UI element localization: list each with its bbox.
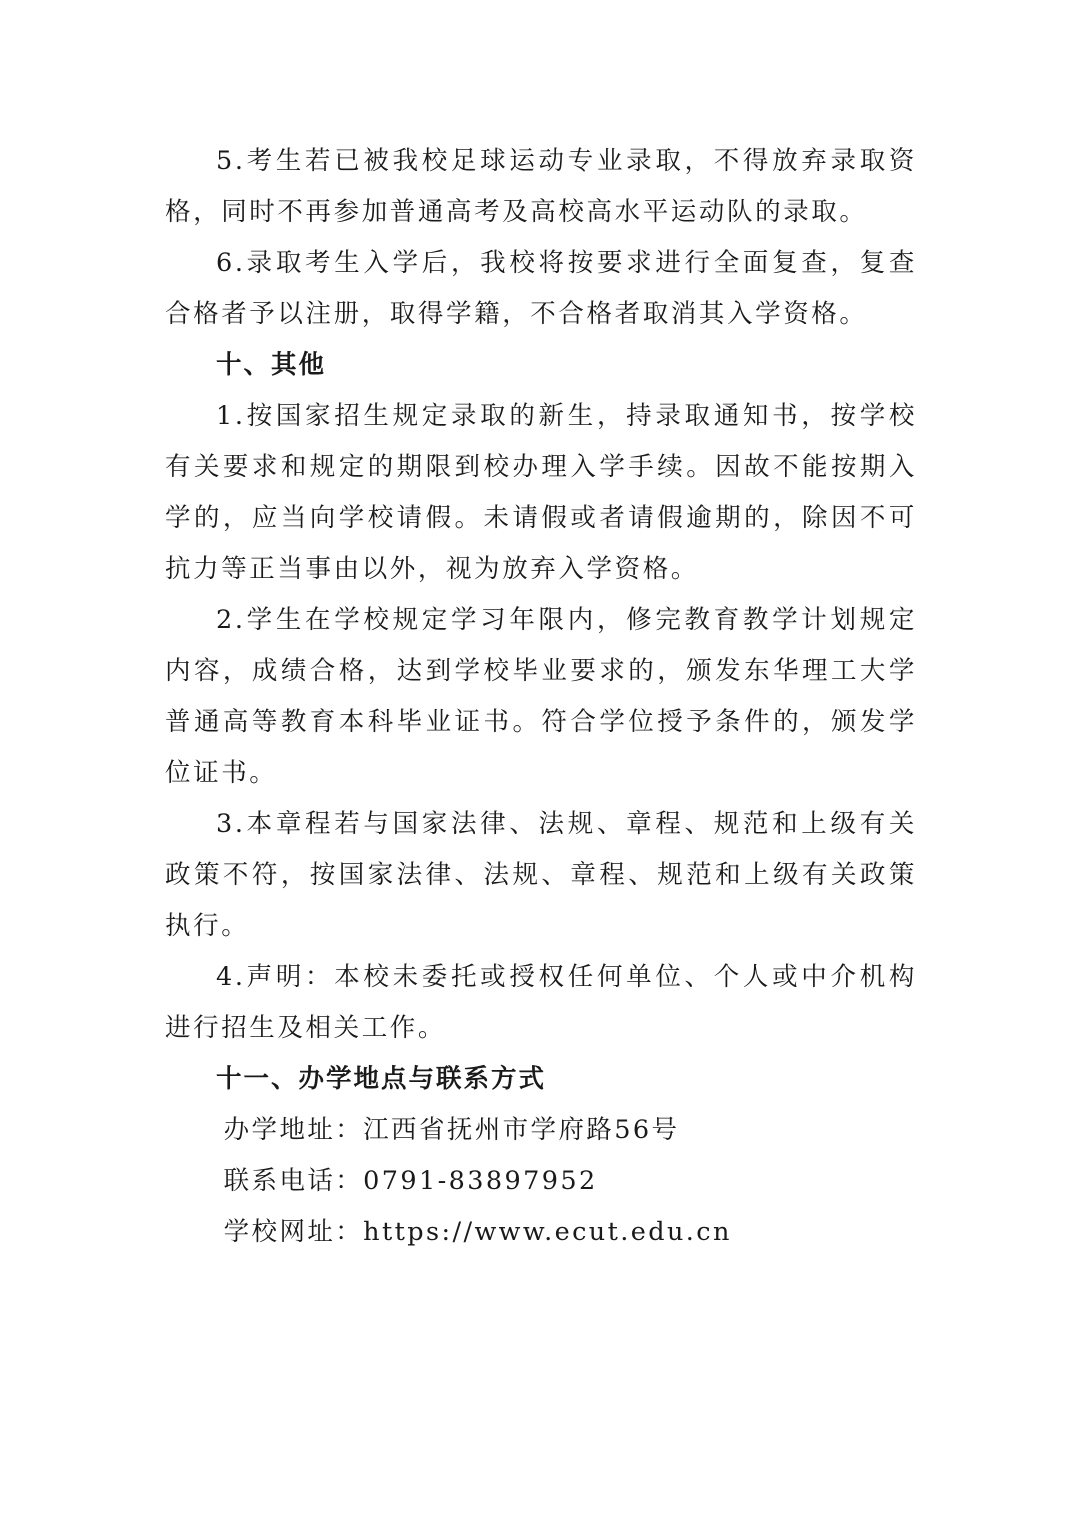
paragraph-other-3: 3.本章程若与国家法律、法规、章程、规范和上级有关政策不符，按国家法律、法规、章程、规范和上级有关政策执行。 [165,809,917,941]
contact-website: 学校网址：https://www.ecut.edu.cn [223,1217,732,1247]
paragraph-admission-5: 5.考生若已被我校足球运动专业录取，不得放弃录取资格，同时不再参加普通高考及高校高水平运动队的录取。 [165,146,917,227]
paragraph-other-2: 2.学生在学校规定学习年限内，修完教育教学计划规定内容，成绩合格，达到学校毕业要求的，颁发东华理工大学普通高等教育本科毕业证书。符合学位授予条件的，颁发学位证书。 [165,605,917,788]
contact-address: 办学地址：江西省抚州市学府路56号 [223,1115,680,1145]
paragraph-other-1: 1.按国家招生规定录取的新生，持录取通知书，按学校有关要求和规定的期限到校办理入学手续。因故不能按期入学的，应当向学校请假。未请假或者请假逾期的，除因不可抗力等正当事由以外，视为放弃入学资格。 [165,401,917,584]
paragraph-other-4: 4.声明：本校未委托或授权任何单位、个人或中介机构进行招生及相关工作。 [165,962,917,1043]
section-heading-other: 十、其他 [216,350,327,380]
document-page [165,136,917,1258]
contact-phone: 联系电话：0791-83897952 [223,1166,598,1196]
section-heading-contact: 十一、办学地点与联系方式 [216,1064,547,1094]
paragraph-admission-6: 6.录取考生入学后，我校将按要求进行全面复查，复查合格者予以注册，取得学籍，不合格者取消其入学资格。 [165,248,917,329]
